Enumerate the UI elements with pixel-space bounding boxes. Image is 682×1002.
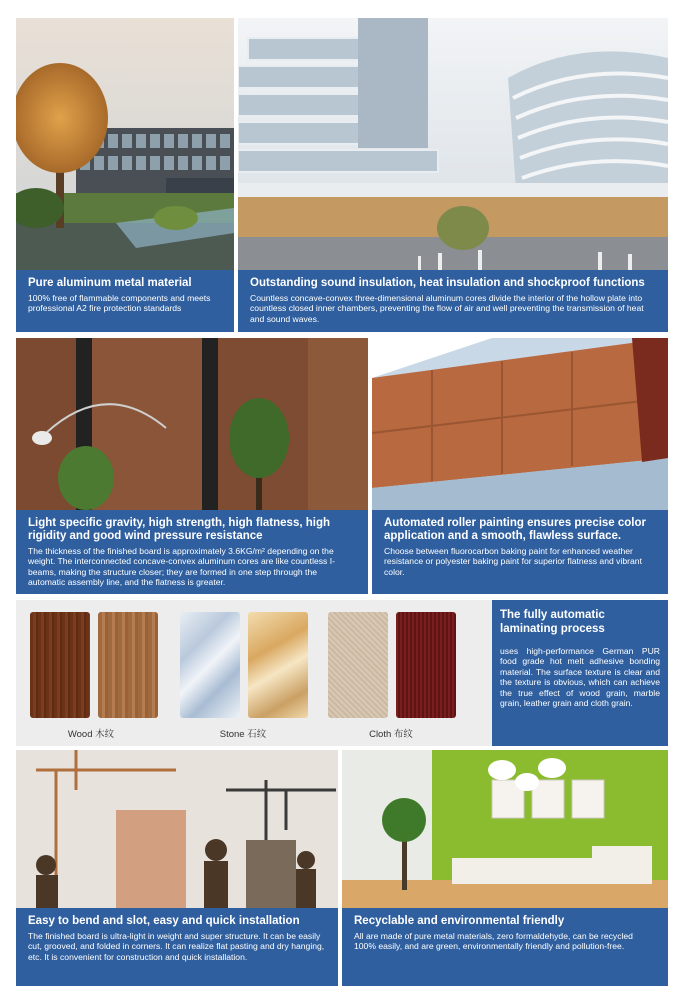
caption-body: The finished board is ultra-light in weight and super structure. It can be easily cut, grooved, and folded in corners. It can realize flat pasting and dry hanging, etc. It is convenient for construction and quick installation.	[28, 931, 325, 962]
caption-aluminum	[16, 270, 234, 332]
swatch-gold-marble	[248, 612, 308, 718]
caption-body: Choose between fluorocarbon baking paint for enhanced weather resistance or polyester baking paint for superior flatness and vibrant color.	[384, 546, 642, 577]
caption-title: Recyclable and environmental friendly	[354, 915, 565, 927]
label-wood: Wood 木纹	[67, 729, 115, 740]
photo-panel-facade	[372, 338, 668, 510]
swatch-light-wood	[98, 612, 158, 718]
label-stone: Stone 石纹	[219, 729, 267, 740]
laminating-title: The fully automatic laminating process	[500, 609, 605, 635]
caption-body: All are made of pure metal materials, zero formaldehyde, can be recycled 100% easily, and are green, environmentally friendly and pollution-free.	[354, 931, 633, 952]
photo-modern-building	[238, 18, 668, 270]
caption-recycle	[342, 908, 668, 986]
panel-painting	[372, 338, 668, 594]
caption-title: Light specific gravity, high strength, high flatness, high rigidity and good wind pressure resistance	[28, 517, 331, 542]
caption-body: 100% free of flammable components and meets professional A2 fire protection standards	[28, 293, 211, 314]
caption-installation	[16, 908, 338, 986]
swatch-dark-wood	[30, 612, 90, 718]
photo-green-living-room	[342, 750, 668, 908]
caption-insulation	[238, 270, 668, 332]
panel-laminating	[492, 600, 668, 746]
caption-body: The thickness of the finished board is approximately 3.6KG/m² depending on the weight. The interconnected concave-convex aluminum cores are like countless I-beams, making the structure closer; they are formed in one step through the automatic assembly line, and the flatness is greater.	[28, 546, 335, 588]
caption-painting	[372, 510, 668, 594]
caption-strength	[16, 510, 368, 594]
swatch-beige-cloth	[328, 612, 388, 718]
panel-samples	[16, 600, 492, 746]
caption-title: Pure aluminum metal material	[28, 277, 192, 289]
photo-construction	[16, 750, 338, 908]
photo-garden-building	[16, 18, 234, 270]
panel-insulation	[238, 18, 668, 332]
photo-wood-wall-interior	[16, 338, 368, 510]
caption-title: Outstanding sound insulation, heat insulation and shockproof functions	[250, 277, 645, 289]
caption-title: Automated roller painting ensures precise color application and a smooth, flawless surface.	[384, 517, 647, 542]
panel-installation	[16, 750, 338, 986]
caption-title: Easy to bend and slot, easy and quick installation	[28, 915, 300, 927]
caption-body: Countless concave-convex three-dimensional aluminum cores divide the interior of the hollow plate into countless closed inner chambers, preventing the flow of air and well preventing the transmission of heat and sound waves.	[250, 293, 644, 324]
laminating-body: uses high-performance German PUR food grade hot melt adhesive bonding material. The surface texture is clear and the texture is obvious, which can achieve the true effect of wood grain, marble grain, leather grain and cloth grain.	[500, 646, 660, 709]
panel-aluminum	[16, 18, 234, 332]
panel-recycle	[342, 750, 668, 986]
swatch-blue-marble	[180, 612, 240, 718]
panel-strength	[16, 338, 368, 594]
swatch-red-cloth	[396, 612, 456, 718]
label-cloth: Cloth 布纹	[369, 729, 413, 740]
